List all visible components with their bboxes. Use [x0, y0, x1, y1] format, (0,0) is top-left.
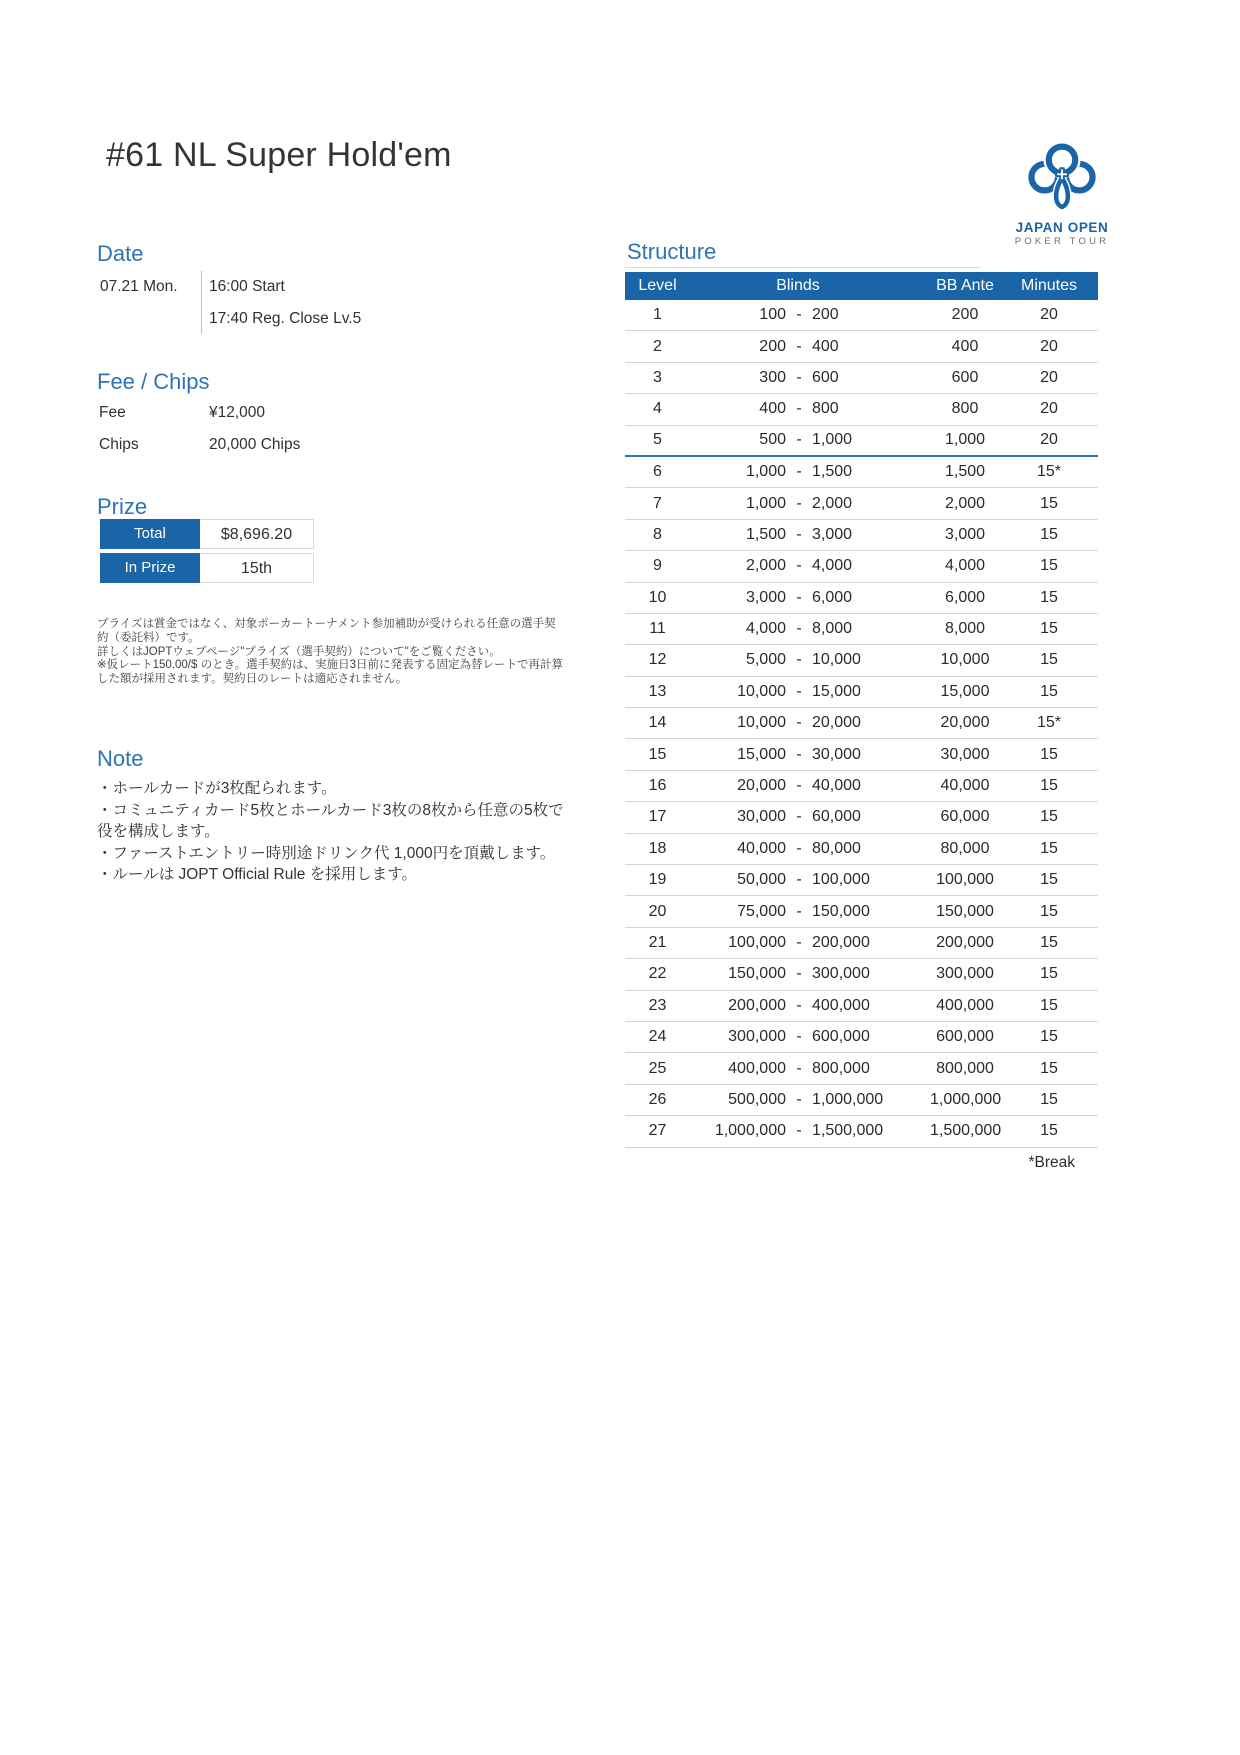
small-blind-cell: 40,000	[737, 839, 786, 857]
minutes-cell: 15*	[1036, 463, 1062, 481]
level-cell: 8	[653, 525, 662, 543]
structure-table-body	[625, 300, 1098, 1148]
blinds-dash: -	[796, 996, 802, 1014]
small-blind-cell: 10,000	[737, 714, 786, 732]
fee-label: Fee	[99, 404, 126, 421]
minutes-cell: 15	[1040, 996, 1058, 1014]
structure-row	[625, 1085, 1098, 1116]
bb-ante-cell: 800,000	[936, 1059, 994, 1077]
big-blind-cell: 300,000	[812, 965, 870, 983]
big-blind-cell: 100,000	[812, 871, 870, 889]
structure-row	[625, 614, 1098, 645]
bb-ante-cell: 60,000	[940, 808, 990, 826]
level-cell: 6	[653, 463, 662, 481]
structure-row	[625, 363, 1098, 394]
small-blind-cell: 300	[759, 368, 786, 386]
bb-ante-cell: 3,000	[944, 525, 986, 543]
big-blind-cell: 60,000	[812, 808, 861, 826]
small-blind-cell: 300,000	[728, 1028, 786, 1046]
date-heading: Date	[97, 241, 144, 266]
prize-inprize-row	[100, 553, 314, 583]
bb-ante-cell: 80,000	[940, 839, 990, 857]
minutes-cell: 15	[1040, 620, 1058, 638]
small-blind-cell: 10,000	[737, 682, 786, 700]
structure-row	[625, 1116, 1098, 1147]
minutes-cell: 20	[1040, 306, 1058, 324]
level-cell: 10	[648, 588, 667, 606]
big-blind-cell: 30,000	[812, 745, 861, 763]
structure-row	[625, 834, 1098, 865]
big-blind-cell: 2,000	[812, 494, 853, 512]
bb-ante-cell: 300,000	[936, 965, 994, 983]
big-blind-cell: 1,000,000	[812, 1090, 884, 1108]
minutes-cell: 15	[1040, 777, 1058, 795]
big-blind-cell: 600	[812, 368, 839, 386]
level-cell: 7	[653, 494, 662, 512]
small-blind-cell: 3,000	[745, 588, 786, 606]
structure-row	[625, 802, 1098, 833]
big-blind-cell: 6,000	[812, 588, 853, 606]
minutes-cell: 15	[1040, 871, 1058, 889]
blinds-dash: -	[796, 871, 802, 889]
structure-row	[625, 677, 1098, 708]
bb-ante-cell: 20,000	[940, 714, 990, 732]
minutes-cell: 15	[1040, 525, 1058, 543]
bb-ante-cell: 800	[951, 400, 979, 418]
bb-ante-cell: 100,000	[936, 871, 994, 889]
blinds-dash: -	[796, 651, 802, 669]
small-blind-cell: 1,000,000	[714, 1122, 786, 1140]
text-line: ・ホールカードが3枚配られます。	[97, 780, 337, 797]
structure-header-row	[625, 272, 1098, 300]
bb-ante-cell: 40,000	[940, 777, 990, 795]
blinds-dash: -	[796, 337, 802, 355]
blinds-dash: -	[796, 588, 802, 606]
minutes-cell: 15	[1040, 902, 1058, 920]
blinds-dash: -	[796, 463, 802, 481]
level-cell: 12	[648, 651, 667, 669]
level-cell: 16	[648, 777, 667, 795]
prize-total-row	[100, 519, 314, 549]
minutes-cell: 15	[1040, 1059, 1058, 1077]
minutes-cell: 15	[1040, 557, 1058, 575]
structure-row	[625, 583, 1098, 614]
small-blind-cell: 30,000	[737, 808, 786, 826]
blinds-dash: -	[796, 714, 802, 732]
structure-row	[625, 865, 1098, 896]
level-cell: 5	[653, 431, 662, 449]
bb-ante-cell: 1,500,000	[930, 1122, 1002, 1140]
bb-ante-cell: 400,000	[936, 996, 994, 1014]
small-blind-cell: 500,000	[728, 1090, 786, 1108]
big-blind-cell: 200	[812, 306, 839, 324]
big-blind-cell: 400	[812, 337, 839, 355]
level-cell: 11	[649, 620, 666, 638]
structure-row	[625, 645, 1098, 676]
minutes-cell: 15	[1040, 745, 1058, 763]
col-header-minutes: Minutes	[1020, 277, 1078, 294]
small-blind-cell: 150,000	[728, 965, 786, 983]
bb-ante-cell: 200,000	[936, 934, 994, 951]
structure-heading-underline	[625, 267, 981, 268]
bb-ante-cell: 4,000	[944, 557, 986, 575]
bb-ante-cell: 30,000	[940, 745, 990, 763]
bb-ante-cell: 8,000	[944, 620, 986, 638]
minutes-cell: 15	[1040, 682, 1058, 700]
blinds-dash: -	[796, 494, 802, 512]
big-blind-cell: 150,000	[812, 902, 870, 920]
structure-row	[625, 426, 1098, 457]
minutes-cell: 15	[1040, 1090, 1058, 1108]
break-footnote: *Break	[1028, 1154, 1075, 1171]
structure-row	[625, 928, 1098, 959]
logo-text-japan-open: JAPAN OPEN	[1015, 220, 1109, 235]
blinds-dash: -	[796, 745, 802, 763]
structure-table	[625, 272, 1098, 1148]
level-cell: 14	[648, 714, 667, 732]
big-blind-cell: 4,000	[812, 557, 853, 575]
big-blind-cell: 20,000	[812, 714, 861, 732]
prize-inprize-value: 15th	[200, 553, 314, 583]
small-blind-cell: 200,000	[728, 996, 786, 1014]
bb-ante-cell: 400	[951, 337, 979, 355]
small-blind-cell: 100	[759, 306, 786, 324]
blinds-dash: -	[796, 368, 802, 386]
minutes-cell: 20	[1040, 431, 1058, 449]
big-blind-cell: 600,000	[812, 1028, 870, 1046]
big-blind-cell: 10,000	[812, 651, 861, 669]
col-header-bb-ante: BB Ante	[936, 277, 994, 294]
minutes-cell: 15*	[1036, 714, 1062, 732]
blinds-dash: -	[796, 839, 802, 857]
small-blind-cell: 4,000	[745, 620, 786, 638]
big-blind-cell: 1,000	[812, 431, 853, 449]
text-line: ・コミュニティカード5枚とホールカード3枚の8枚から任意の5枚で役を構成します。	[97, 801, 564, 841]
structure-row	[625, 331, 1098, 362]
logo-text-poker-tour: POKER TOUR	[1014, 236, 1110, 247]
small-blind-cell: 1,000	[745, 494, 786, 512]
small-blind-cell: 1,000	[745, 463, 786, 481]
blinds-dash: -	[796, 1028, 802, 1046]
blinds-dash: -	[796, 525, 802, 543]
bb-ante-cell: 6,000	[944, 588, 986, 606]
big-blind-cell: 1,500	[812, 463, 853, 481]
structure-row	[625, 1053, 1098, 1084]
structure-row	[625, 708, 1098, 739]
text-line: ・ルールは JOPT Official Rule を採用します。	[97, 866, 417, 884]
chips-label: Chips	[99, 436, 139, 453]
note-list	[97, 778, 577, 886]
bb-ante-cell: 2,000	[944, 494, 986, 512]
structure-row	[625, 991, 1098, 1022]
minutes-cell: 15	[1040, 808, 1058, 826]
minutes-cell: 15	[1040, 651, 1058, 669]
minutes-cell: 20	[1040, 368, 1058, 386]
small-blind-cell: 400,000	[728, 1059, 786, 1077]
minutes-cell: 20	[1040, 400, 1058, 418]
level-cell: 4	[653, 400, 662, 418]
minutes-cell: 15	[1040, 494, 1058, 512]
prize-total-value: $8,696.20	[200, 519, 314, 549]
level-cell: 17	[648, 808, 667, 826]
minutes-cell: 15	[1040, 1028, 1058, 1046]
level-cell: 2	[653, 337, 662, 355]
minutes-cell: 20	[1040, 337, 1058, 355]
level-cell: 23	[648, 996, 667, 1014]
minutes-cell: 15	[1040, 839, 1058, 857]
minutes-cell: 15	[1040, 965, 1058, 983]
structure-row	[625, 959, 1098, 990]
text-line: ・ファーストエントリー時別途ドリンク代 1,000円を頂戴します。	[97, 844, 556, 862]
fee-value: ¥12,000	[209, 404, 266, 421]
prize-total-label: Total	[100, 519, 200, 549]
big-blind-cell: 800,000	[812, 1059, 870, 1077]
small-blind-cell: 100,000	[728, 934, 786, 951]
text-line: プライズは賞金ではなく、対象ポーカートーナメント参加補助が受けられる任意の選手契約（委託料）です。	[97, 618, 556, 644]
col-header-level: Level	[638, 277, 677, 294]
prize-inprize-label: In Prize	[100, 553, 200, 583]
big-blind-cell: 800	[812, 400, 839, 418]
small-blind-cell: 500	[759, 431, 786, 449]
date-value: 07.21 Mon.	[100, 278, 178, 295]
blinds-dash: -	[796, 682, 802, 700]
small-blind-cell: 75,000	[737, 902, 786, 920]
col-header-blinds: Blinds	[776, 277, 820, 294]
prize-heading: Prize	[97, 494, 148, 519]
structure-row	[625, 1022, 1098, 1053]
level-cell: 27	[648, 1122, 667, 1140]
level-cell: 19	[648, 871, 667, 889]
bb-ante-cell: 1,500	[944, 463, 986, 481]
blinds-dash: -	[796, 431, 802, 449]
big-blind-cell: 200,000	[812, 934, 870, 951]
bb-ante-cell: 15,000	[940, 682, 990, 700]
start-time: 16:00 Start	[209, 278, 285, 295]
small-blind-cell: 5,000	[745, 651, 786, 669]
chips-value: 20,000 Chips	[209, 436, 301, 453]
level-cell: 15	[648, 745, 667, 763]
date-divider	[201, 271, 202, 334]
blinds-dash: -	[796, 1090, 802, 1108]
bb-ante-cell: 200	[951, 306, 979, 324]
blinds-dash: -	[796, 1059, 802, 1077]
reg-close-time: 17:40 Reg. Close Lv.5	[209, 310, 362, 327]
level-cell: 20	[648, 902, 667, 920]
structure-row	[625, 300, 1098, 331]
bb-ante-cell: 10,000	[940, 651, 990, 669]
big-blind-cell: 8,000	[812, 620, 853, 638]
small-blind-cell: 15,000	[737, 745, 786, 763]
text-line: 詳しくはJOPTウェブページ"プライズ（選手契約）について"をご覧ください。	[97, 645, 501, 658]
small-blind-cell: 200	[759, 337, 786, 355]
minutes-cell: 15	[1040, 1122, 1058, 1140]
level-cell: 18	[648, 839, 667, 857]
blinds-dash: -	[796, 902, 802, 920]
level-cell: 21	[648, 934, 667, 951]
level-cell: 25	[648, 1059, 667, 1077]
big-blind-cell: 80,000	[812, 839, 861, 857]
small-blind-cell: 400	[759, 400, 786, 418]
big-blind-cell: 40,000	[812, 777, 861, 795]
bb-ante-cell: 1,000,000	[930, 1090, 1002, 1108]
prize-notes	[97, 618, 567, 687]
big-blind-cell: 1,500,000	[812, 1122, 884, 1140]
text-line: ※仮レート150.00/$ のとき。選手契約は、実施日3日前に発表する固定為替レートで再計算した額が採用されます。契約日のレートは適応されません。	[97, 659, 564, 686]
structure-row	[625, 896, 1098, 927]
small-blind-cell: 50,000	[737, 871, 786, 889]
structure-row	[625, 488, 1098, 519]
structure-row	[625, 771, 1098, 802]
minutes-cell: 15	[1040, 588, 1058, 606]
minutes-cell: 15	[1040, 934, 1058, 951]
structure-row	[625, 551, 1098, 582]
fee-chips-heading: Fee / Chips	[97, 369, 210, 394]
level-cell: 13	[648, 682, 667, 700]
bb-ante-cell: 600,000	[936, 1028, 994, 1046]
structure-heading: Structure	[627, 239, 717, 264]
small-blind-cell: 20,000	[737, 777, 786, 795]
blinds-dash: -	[796, 808, 802, 826]
blinds-dash: -	[796, 965, 802, 983]
blinds-dash: -	[796, 557, 802, 575]
big-blind-cell: 15,000	[812, 682, 861, 700]
level-cell: 24	[648, 1028, 667, 1046]
bb-ante-cell: 150,000	[936, 902, 994, 920]
level-cell: 3	[653, 368, 662, 386]
bb-ante-cell: 600	[951, 368, 979, 386]
blinds-dash: -	[796, 1122, 802, 1140]
blinds-dash: -	[796, 306, 802, 324]
structure-row	[625, 739, 1098, 770]
structure-row	[625, 457, 1098, 488]
level-cell: 9	[653, 557, 662, 575]
blinds-dash: -	[796, 777, 802, 795]
structure-row	[625, 520, 1098, 551]
small-blind-cell: 1,500	[745, 525, 786, 543]
level-cell: 26	[648, 1090, 667, 1108]
page-title: #61 NL Super Hold'em	[106, 136, 452, 174]
small-blind-cell: 2,000	[745, 557, 786, 575]
bb-ante-cell: 1,000	[944, 431, 986, 449]
jopt-logo	[1006, 140, 1118, 247]
note-heading: Note	[97, 746, 144, 771]
big-blind-cell: 400,000	[812, 996, 870, 1014]
prize-table	[100, 519, 314, 587]
blinds-dash: -	[796, 934, 802, 951]
big-blind-cell: 3,000	[812, 525, 853, 543]
jopt-club-icon	[1020, 140, 1104, 216]
blinds-dash: -	[796, 620, 802, 638]
level-cell: 22	[648, 965, 667, 983]
structure-row	[625, 394, 1098, 425]
blinds-dash: -	[796, 400, 802, 418]
level-cell: 1	[653, 306, 662, 324]
